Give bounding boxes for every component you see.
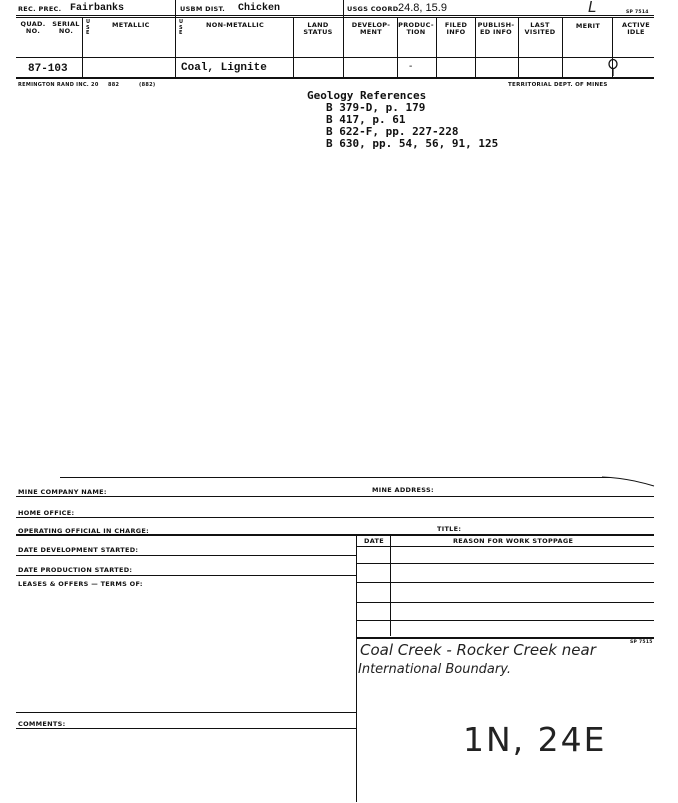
references-title: Geology References [307,89,427,102]
date-production-label: DATE PRODUCTION STARTED: [18,566,133,574]
use-label-metallic: U S E [86,19,91,36]
handwritten-location-line2: International Boundary. [358,662,512,677]
last-visited-label: LAST VISITED [524,21,556,36]
title-label: TITLE: [437,525,462,533]
form-number-top: SP 7514 [626,10,649,15]
code-882: 882 [108,82,120,88]
leases-offers-label: LEASES & OFFERS — TERMS OF: [18,580,143,588]
top-right-curve [600,474,656,488]
use-label-nonmetallic: U S E [179,19,184,36]
reference-item: B 417, p. 61 [326,113,406,126]
usbm-dist-label: USBM DIST. [180,5,226,13]
merit-circle-mark [604,56,622,78]
date-development-label: DATE DEVELOPMENT STARTED: [18,546,139,554]
rec-prec-label: REC. PREC. [18,5,62,13]
nonmetallic-label: NON-METALLIC [206,21,265,29]
nonmetallic-value: Coal, Lignite [181,62,267,74]
code-882-paren: (882) [139,82,156,88]
quad-serial-value: 87-103 [28,63,68,75]
operating-official-label: OPERATING OFFICIAL IN CHARGE: [18,527,150,535]
territorial-dept-label: TERRITORIAL DEPT. OF MINES [508,82,608,88]
serial-no-label: SERIAL NO. [52,20,80,35]
metallic-label: METALLIC [112,21,150,29]
production-dash: - [409,61,413,72]
merit-label: MERIT [575,22,601,30]
mine-company-name-label: MINE COMPANY NAME: [18,488,107,496]
handwritten-township: 1N, 24E [463,720,607,759]
quad-no-label: QUAD. NO. [20,20,46,35]
home-office-label: HOME OFFICE: [18,509,75,517]
handwritten-location-line1: Coal Creek - Rocker Creek near [360,641,596,659]
form-number-bottom: SP 7515 [630,640,653,645]
development-label: DEVELOP- MENT [351,21,391,36]
reference-item: B 622-F, pp. 227-228 [326,125,459,138]
usbm-dist-value: Chicken [238,3,281,14]
reason-work-stoppage-label: REASON FOR WORK STOPPAGE [453,537,574,545]
rec-prec-value: Fairbanks [70,3,125,14]
reference-item: B 379-D, p. 179 [326,101,426,114]
geology-references [307,90,498,150]
usgs-coord-label: USGS COORD. [347,5,402,13]
land-status-label: LAND STATUS [303,21,333,36]
production-label: PRODUC- TION [398,21,434,36]
comments-label: COMMENTS: [18,720,66,728]
top-right-mark: L [588,0,597,16]
usgs-coord-value: 24.8, 15.9 [398,2,447,14]
remington-label: REMINGTON RAND INC. 20 [18,82,99,88]
filed-info-label: FILED INFO [444,21,468,36]
date-label: DATE [364,537,384,545]
mine-address-label: MINE ADDRESS: [372,486,434,494]
published-info-label: PUBLISH- ED INFO [477,21,515,36]
reference-item: B 630, pp. 54, 56, 91, 125 [326,137,499,150]
active-idle-label: ACTIVE IDLE [622,21,650,36]
